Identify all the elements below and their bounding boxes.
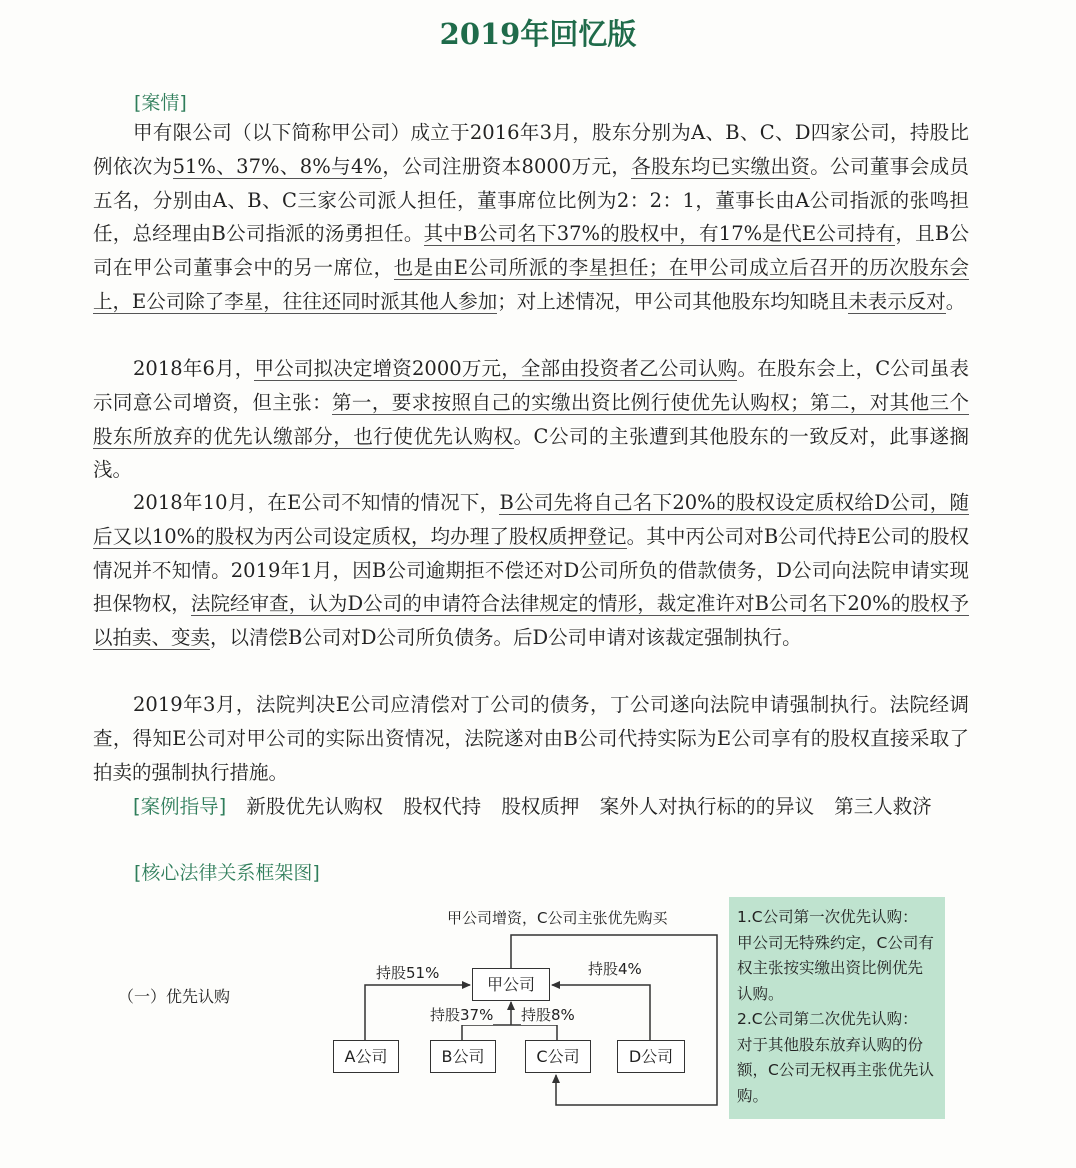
text-run: 2018年10月，在E公司不知情的情况下， [133, 491, 500, 514]
node-company-b: B公司 [430, 1040, 496, 1073]
node-company-c: C公司 [525, 1040, 591, 1073]
text-run: 甲有限公司（以下简称甲公司）成立于2016年3月，股东分别为A、B、C、D四家公司，持股比例依次为 [93, 121, 969, 178]
underlined-text: 未表示反对 [848, 289, 946, 313]
guide-keyword: 新股优先认购权 [246, 795, 383, 818]
underlined-text: 其中B公司名下37%的股权中，有17%是代E公司持有 [423, 222, 896, 246]
framework-section-label: [核心法律关系框架图] [134, 862, 320, 884]
node-company-a: A公司 [333, 1040, 399, 1073]
underlined-text: 法院经审查，认为D公司的申请符合法律规定的情形，裁定准许对B公司名下20%的股权予以拍卖、变卖 [93, 592, 969, 650]
note-body-1: 甲公司无特殊约定，C公司有权主张按实缴出资比例优先认购。 [737, 933, 934, 1003]
diagram-section-title: （一）优先认购 [118, 987, 231, 1006]
note-body-2: 对于其他股东放弃认购的份额，C公司无权再主张优先认购。 [737, 1035, 934, 1105]
guide-keyword: 案外人对执行标的的异议 [599, 795, 815, 818]
note-heading-2: 2.C公司第二次优先认购： [737, 1010, 918, 1028]
node-parent-company: 甲公司 [472, 968, 550, 1001]
text-run: 。 [945, 289, 966, 313]
edge-label-b: 持股37% [430, 1006, 494, 1024]
text-run: ，以清偿B公司对D公司所负债务。后D公司申请对该裁定强制执行。 [210, 626, 802, 650]
underlined-text: B公司先将自己名下20%的股权设定质权给D公司，随后又以10%的股权为丙公司设定质权，均办理了股权质押登记 [93, 491, 969, 548]
text-run: 。公司董事会成员五名，分别由A、B、C三家公司派人担任，董事席位比例为2：2：1，董事长由A公司指派的张鸣担任，总经理由B公司指派的汤勇担任。 [93, 154, 969, 246]
text-run: ，公司注册资本8000万元， [381, 154, 632, 178]
underlined-text: 甲公司拟决定增资2000万元，全部由投资者乙公司认购 [254, 357, 738, 380]
diagram-top-caption: 甲公司增资，C公司主张优先购买 [447, 909, 668, 927]
note-heading-1: 1.C公司第一次优先认购： [737, 908, 918, 926]
text-run: ，且B公司在甲公司董事会中的另一席位， [93, 222, 969, 280]
node-company-d: D公司 [617, 1040, 685, 1073]
underlined-text: 51%、37%、8%与4% [172, 154, 382, 178]
underlined-text: 第一，要求按照自己的实缴出资比例行使优先认购权；第二，对其他三个股东所放弃的优先认缴部分，也行使优先认购权 [93, 390, 969, 448]
edge-label-d: 持股4% [588, 960, 642, 978]
case-section-label: [案情] [134, 92, 187, 114]
text-run: ；对上述情况，甲公司其他股东均知晓且 [497, 289, 849, 313]
guide-label: [案例指导] [133, 795, 227, 818]
edge-label-c: 持股8% [521, 1006, 575, 1024]
underlined-text: 也是由E公司所派的李星担任；在甲公司成立后召开的历次股东会上，E公司除了李星，往往还同时派其他人参加 [93, 256, 969, 313]
underlined-text: 各股东均已实缴出资 [631, 154, 811, 178]
guide-keyword: 股权代持 [403, 795, 482, 818]
text-run: 。其中丙公司对B公司代持E公司的股权情况并不知情。2019年1月，因B公司逾期拒不偿还对D公司所负的借款债务，D公司向法院申请实现担保物权， [93, 524, 969, 616]
explanation-note [729, 897, 945, 1119]
page-title: 2019年回忆版 [439, 17, 637, 51]
edge-label-a: 持股51% [376, 964, 440, 982]
text-run: 2019年3月，法院判决E公司应清偿对丁公司的债务，丁公司遂向法院申请强制执行。法院经调查，得知E公司对甲公司的实际出资情况，法院遂对由B公司代持实际为E公司享有的股权直接采取了拍卖的强制执行措施。 [93, 693, 969, 784]
text-run: 。C公司的主张遭到其他股东的一致反对，此事遂搁浅。 [93, 424, 969, 482]
text-run: 。在股东会上，C公司虽表示同意公司增资，但主张： [93, 357, 969, 414]
guide-keyword: 第三人救济 [834, 795, 932, 818]
guide-keyword: 股权质押 [501, 795, 580, 818]
text-run: 2018年6月， [133, 357, 255, 380]
